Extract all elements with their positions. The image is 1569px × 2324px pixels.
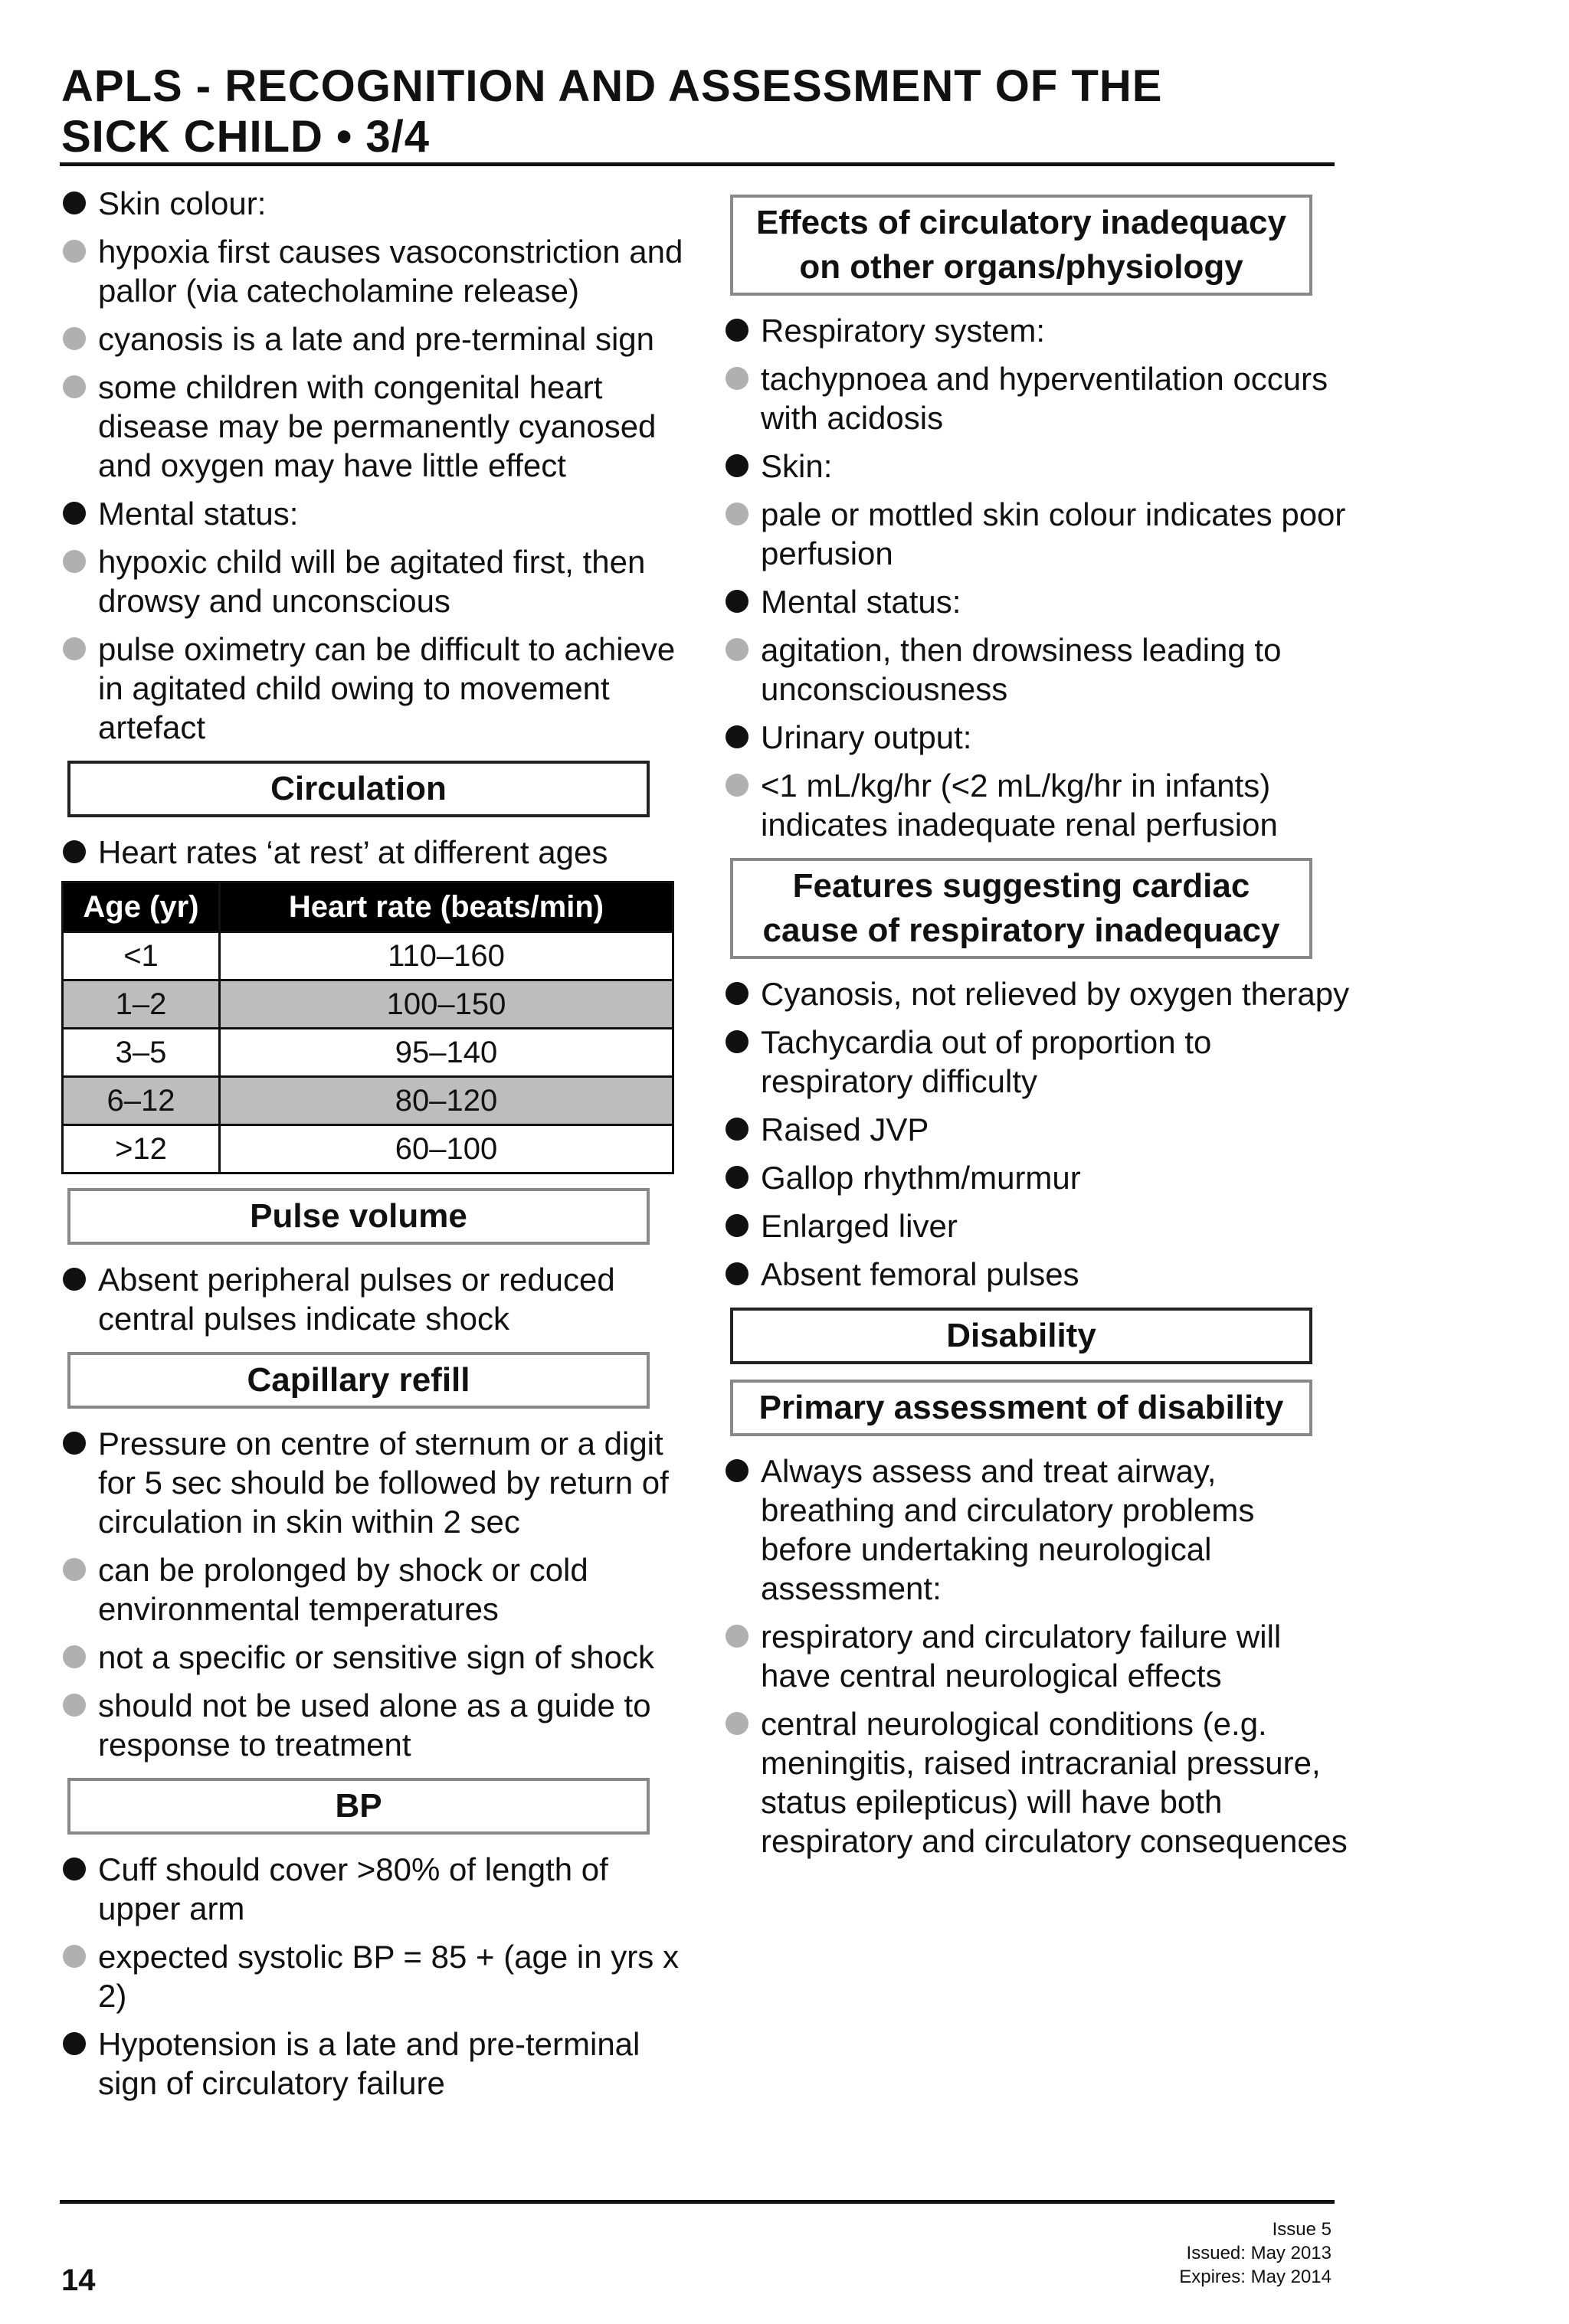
list-item xyxy=(724,1452,1352,1608)
table-row xyxy=(63,1077,673,1125)
heart-rate-table xyxy=(61,881,674,1174)
list-item-text: Skin: xyxy=(761,448,833,484)
issued-date: Issued: May 2013 xyxy=(1186,2243,1332,2263)
list-item-text: pale or mottled skin colour indicates poor perfusion xyxy=(761,496,1346,571)
list-item xyxy=(61,1260,690,1338)
page-number: 14 xyxy=(61,2263,96,2297)
left-column xyxy=(61,184,690,2112)
list-item xyxy=(724,718,1352,757)
circulation-intro xyxy=(61,833,690,872)
list-item-text: Cyanosis, not relieved by oxygen therapy xyxy=(761,976,1350,1012)
table-row xyxy=(63,980,673,1029)
list-item-text: cyanosis is a late and pre-terminal sign xyxy=(98,321,655,357)
bullet-icon xyxy=(63,1858,86,1880)
bullet-icon xyxy=(63,1268,86,1291)
list-item xyxy=(61,630,690,747)
list-item-text: should not be used alone as a guide to response to treatment xyxy=(98,1687,651,1763)
list-item xyxy=(61,1686,690,1764)
list-item xyxy=(724,1206,1352,1245)
age-cell: >12 xyxy=(63,1125,220,1173)
circulation-intro-text: Heart rates ‘at rest’ at different ages xyxy=(98,834,608,870)
bullet-icon xyxy=(63,840,86,863)
title-line-1: APLS - RECOGNITION AND ASSESSMENT OF THE xyxy=(61,61,1163,111)
sub-bullet-icon xyxy=(63,1945,86,1968)
right-column xyxy=(724,184,1352,1870)
list-item-text: Gallop rhythm/murmur xyxy=(761,1160,1081,1196)
list-item xyxy=(724,1110,1352,1149)
list-item-text: Hypotension is a late and pre-terminal sign of circulatory failure xyxy=(98,2026,640,2101)
list-item xyxy=(724,630,1352,709)
capillary-list xyxy=(61,1424,690,1764)
cardiac-heading: Features suggesting cardiac cause of respiratory inadequacy xyxy=(730,858,1312,959)
cardiac-list xyxy=(724,974,1352,1294)
skin-list xyxy=(61,184,690,747)
title-divider xyxy=(60,162,1335,166)
list-item-text: Pressure on centre of sternum or a digit for 5 sec should be followed by return of circulation in skin within 2 sec xyxy=(98,1425,669,1540)
list-item-text: Mental status: xyxy=(98,496,299,532)
column-header-heart-rate: Heart rate (beats/min) xyxy=(220,882,673,932)
page-title xyxy=(61,61,1348,162)
bullet-icon xyxy=(726,1459,748,1482)
issue-number: Issue 5 xyxy=(1272,2219,1332,2240)
list-item xyxy=(724,447,1352,486)
bullet-icon xyxy=(726,1166,748,1189)
list-item-text: not a specific or sensitive sign of shock xyxy=(98,1639,655,1675)
sub-bullet-icon xyxy=(726,638,748,661)
list-item xyxy=(61,319,690,358)
list-item xyxy=(61,2024,690,2103)
bullet-icon xyxy=(63,502,86,525)
table-row xyxy=(63,1029,673,1077)
age-cell: <1 xyxy=(63,932,220,980)
effects-list xyxy=(724,311,1352,844)
circulation-heading: Circulation xyxy=(67,761,650,817)
sub-bullet-icon xyxy=(63,1645,86,1668)
sub-bullet-icon xyxy=(63,327,86,350)
bullet-icon xyxy=(726,319,748,342)
list-item-text: Absent femoral pulses xyxy=(761,1256,1079,1292)
table-row xyxy=(63,932,673,980)
sub-bullet-icon xyxy=(63,550,86,573)
list-item-text: hypoxia first causes vasoconstriction and pallor (via catecholamine release) xyxy=(98,234,683,309)
bullet-icon xyxy=(63,2032,86,2055)
bullet-icon xyxy=(726,454,748,477)
list-item-text: hypoxic child will be agitated first, then drowsy and unconscious xyxy=(98,544,646,619)
age-cell: 3–5 xyxy=(63,1029,220,1077)
issue-info xyxy=(1179,2218,1332,2289)
list-item-text: agitation, then drowsiness leading to unconsciousness xyxy=(761,632,1282,707)
sub-bullet-icon xyxy=(726,1712,748,1735)
sub-bullet-icon xyxy=(726,774,748,797)
list-item-text: Cuff should cover >80% of length of upper arm xyxy=(98,1851,608,1926)
list-item-text: Tachycardia out of proportion to respiratory difficulty xyxy=(761,1024,1212,1099)
effects-heading: Effects of circulatory inadequacy on other organs/physiology xyxy=(730,195,1312,296)
pulse-volume-heading: Pulse volume xyxy=(67,1188,650,1245)
list-item xyxy=(61,1937,690,2015)
pulse-list xyxy=(61,1260,690,1338)
bullet-icon xyxy=(726,725,748,748)
table-row xyxy=(63,1125,673,1173)
capillary-refill-heading: Capillary refill xyxy=(67,1352,650,1409)
title-line-2: SICK CHILD • 3/4 xyxy=(61,112,431,162)
expiry-date: Expires: May 2014 xyxy=(1179,2267,1332,2287)
list-item-text: can be prolonged by shock or cold environmental temperatures xyxy=(98,1552,588,1627)
bullet-icon xyxy=(726,590,748,613)
list-item-text: tachypnoea and hyperventilation occurs with acidosis xyxy=(761,361,1328,436)
list-item xyxy=(724,582,1352,621)
list-item-text: central neurological conditions (e.g. meningitis, raised intracranial pressure, status epilepticus) will have both respiratory and circulatory consequences xyxy=(761,1706,1348,1859)
list-item xyxy=(61,1638,690,1677)
list-item-text: <1 mL/kg/hr (<2 mL/kg/hr in infants) indicates inadequate renal perfusion xyxy=(761,768,1278,843)
list-item xyxy=(724,1023,1352,1101)
heart-rate-cell: 100–150 xyxy=(220,980,673,1029)
sub-bullet-icon xyxy=(63,1694,86,1717)
bullet-icon xyxy=(726,982,748,1005)
sub-bullet-icon xyxy=(726,1625,748,1648)
bullet-icon xyxy=(726,1214,748,1237)
bullet-icon xyxy=(726,1030,748,1053)
list-item-text: Respiratory system: xyxy=(761,313,1046,349)
list-item xyxy=(724,1158,1352,1197)
disability-heading: Disability xyxy=(730,1308,1312,1364)
list-item-text: expected systolic BP = 85 + (age in yrs x 2) xyxy=(98,1939,679,2014)
age-cell: 1–2 xyxy=(63,980,220,1029)
list-item-text: Always assess and treat airway, breathing and circulatory problems before undertaking neurological assessment: xyxy=(761,1453,1255,1606)
list-item xyxy=(724,359,1352,437)
list-item xyxy=(724,1617,1352,1695)
heart-rate-cell: 80–120 xyxy=(220,1077,673,1125)
list-item xyxy=(724,311,1352,350)
age-cell: 6–12 xyxy=(63,1077,220,1125)
footer-divider xyxy=(60,2200,1335,2204)
column-header-age: Age (yr) xyxy=(63,882,220,932)
list-item-text: Enlarged liver xyxy=(761,1208,958,1244)
heart-rate-cell: 60–100 xyxy=(220,1125,673,1173)
list-item xyxy=(724,1255,1352,1294)
list-item-text: Skin colour: xyxy=(98,185,267,221)
sub-bullet-icon xyxy=(63,375,86,398)
heart-rate-cell: 95–140 xyxy=(220,1029,673,1077)
list-item-text: Mental status: xyxy=(761,584,961,620)
list-item-text: Raised JVP xyxy=(761,1111,929,1147)
list-item xyxy=(61,1424,690,1541)
bp-heading: BP xyxy=(67,1778,650,1835)
bp-list xyxy=(61,1850,690,2103)
list-item-text: some children with congenital heart disease may be permanently cyanosed and oxygen may have little effect xyxy=(98,369,657,483)
list-item xyxy=(61,184,690,223)
list-item xyxy=(724,766,1352,844)
bullet-icon xyxy=(63,1432,86,1455)
list-item-text: Urinary output: xyxy=(761,719,972,755)
list-item xyxy=(61,1850,690,1928)
table-header-row xyxy=(63,882,673,932)
sub-bullet-icon xyxy=(726,367,748,390)
sub-bullet-icon xyxy=(63,240,86,263)
bullet-icon xyxy=(726,1118,748,1141)
list-item xyxy=(61,232,690,310)
sub-bullet-icon xyxy=(63,637,86,660)
heart-rate-cell: 110–160 xyxy=(220,932,673,980)
list-item xyxy=(61,494,690,533)
list-item-text: pulse oximetry can be difficult to achieve in agitated child owing to movement artefact xyxy=(98,631,676,745)
primary-assessment-heading: Primary assessment of disability xyxy=(730,1380,1312,1436)
bullet-icon xyxy=(63,191,86,214)
list-item xyxy=(724,1704,1352,1861)
sub-bullet-icon xyxy=(726,502,748,525)
sub-bullet-icon xyxy=(63,1558,86,1581)
primary-list xyxy=(724,1452,1352,1861)
list-item-text: Absent peripheral pulses or reduced central pulses indicate shock xyxy=(98,1262,615,1337)
list-item-text: respiratory and circulatory failure will have central neurological effects xyxy=(761,1619,1282,1694)
list-item xyxy=(61,368,690,485)
list-item xyxy=(61,542,690,620)
list-item xyxy=(61,1550,690,1628)
bullet-icon xyxy=(726,1262,748,1285)
list-item xyxy=(724,495,1352,573)
list-item xyxy=(724,974,1352,1013)
